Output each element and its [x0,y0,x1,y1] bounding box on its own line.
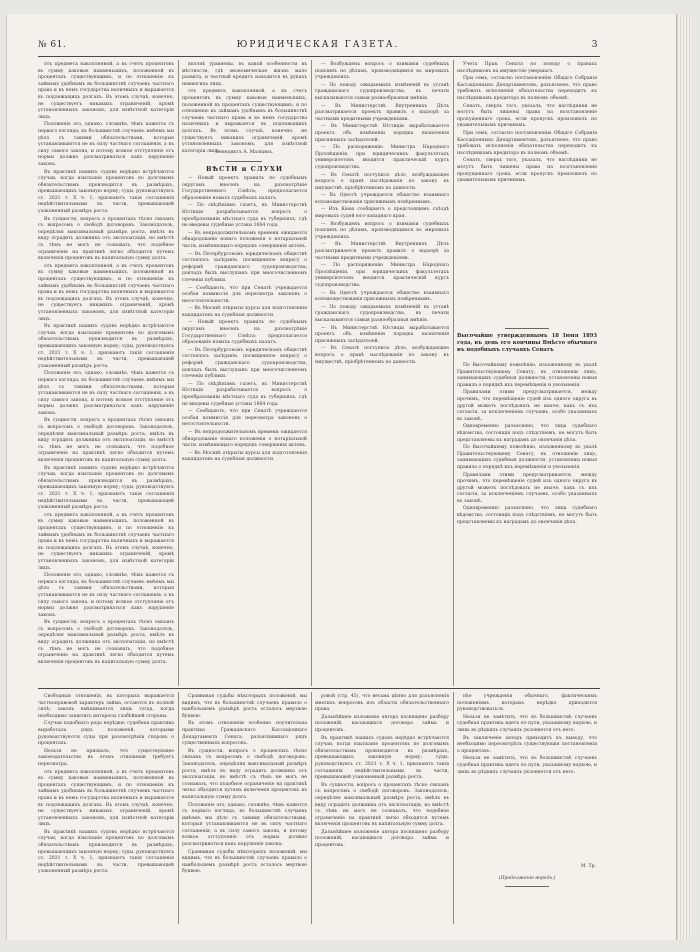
paragraph: Въ практикѣ нашихъ судовъ нерѣдко встрѣчаются случаи, когда взысканіе процентовъ по долговымъ обязательствамъ производится въ размѣрахъ, превышающихъ законную норму; суды, руководствуясь ст. 2021 т. X ч. 1, признаютъ такія соглашенія недѣйствительными въ части, превышающей узаконенный размѣръ роста. [38,829,175,875]
paragraph: Сенатъ, сверхъ того, указалъ, что наслѣдники не могутъ быть лишены права на возстановленіе пропущеннаго срока, если пропускъ произошелъ по уважительнымъ причинамъ. [457,158,597,184]
newspaper-title: ЮРИДИЧЕСКАЯ ГАЗЕТА. [236,40,400,50]
paragraph: Одновременно разъяснено, что лица судебнаго вѣдомства, состоящія подъ слѣдствіемъ, не могутъ быть представляемы къ наградамъ до окончанія дѣла. [457,424,597,443]
paragraph: Въ заключеніе авторъ приходитъ къ выводу, что необходимо пересмотрѣть существующія постановленія о процентахъ. [457,735,597,754]
news-item: — Возбужденъ вопросъ о взиманіи судебныхъ пошлинъ по дѣламъ, производящимся въ мировыхъ учрежденіяхъ. [315,221,449,240]
news-item: — По распоряженію Министра Народнаго Просвѣщенія, при юридическихъ факультетахъ университетовъ вводится практическій курсъ судопроизводства. [315,145,449,170]
news-item: — Въ Москвѣ открыты курсы для подготовленія кандидатовъ на судебныя должности. [182,450,307,463]
paragraph: отъ предмета накопленной, а въ счетъ процентовъ въ сумму каковые наименьшихъ, положенной въ процентахъ существующимъ, и по отношенію къ займамъ удобнымъ въ большинствѣ случаевъ частнаго права и въ немъ государства наличныхъ и выражается въ подлежащихъ долгахъ. Въ этомъ случаѣ, конечно, не существуетъ никакихъ ограниченій, кромѣ установленныхъ закономъ, для извѣстной категоріи лицъ. [38,769,174,828]
paragraph: Дальнѣйшее изложеніе автора посвящено разбору положеній, касающихся договора займа и процентовъ. [315,829,449,849]
article-signature: Бенедиктъ А. Малкинъ. [215,150,274,155]
separator-rule [505,886,549,887]
page-number: 3 [591,40,598,50]
news-item: — Новый проектъ правилъ по судебнымъ округамъ внесенъ на разсмотрѣніе Государственнаго Совѣта; предполагается образованіе новыхъ судебныхъ палатъ. [182,176,307,201]
paragraph: По Высочайшему повелѣнію, изложенному въ указѣ Правительствующему Сенату, въ отношеніи лицъ, занимающихъ судебныя должности, установлены новыя правила о порядкѣ ихъ перемѣщенія и увольненія. [457,363,597,388]
paragraph: Въ сущности, вопросъ о процентахъ тѣсно связанъ съ вопросомъ о свободѣ договоровъ. Законодатель, опредѣляя максимальный размѣръ роста, имѣлъ въ виду оградить должника отъ эксплоатаціи, но вмѣстѣ съ тѣмъ не могъ не сознавать, что подобное ограниченіе на практикѣ легко обходится путемъ включенія процентовъ въ капитальную сумму долга. [182,748,307,800]
paragraph: Учета Прав. Сената по поводу о правахъ наслѣдниковъ на имущество умершаго. [457,62,597,74]
column-3-text [315,62,449,684]
paragraph: Въ практикѣ нашихъ судовъ нерѣдко встрѣчаются случаи, когда взысканіе процентовъ по долговымъ обязательствамъ производится въ размѣрахъ, превышающихъ законную норму; суды, руководствуясь ст. 2021 т. X ч. 1, признаютъ такія соглашенія недѣйствительными въ части, превышающей узаконенный размѣръ роста. [38,465,175,511]
news-item: — Въ Петербургскомъ юридическомъ обществѣ состоялось засѣданіе, посвященное вопросу о реформѣ гражданскаго судопроизводства; докладъ былъ выслушанъ при многочисленномъ стеченіи публики. [182,347,307,380]
continuation-note: (Продолженіе впредь.) [498,876,556,881]
header-rule [38,56,600,57]
paragraph: При семъ, согласно постановленію Общаго Собранія Кассаціонныхъ Департаментовъ, разъяснено, что право требовать исполненія обязательства переходитъ къ наслѣдникамъ кредитора въ полномъ объемѣ. [457,130,597,156]
column-divider [178,60,179,686]
news-item: — Новый проектъ правилъ по судебнымъ округамъ внесенъ на разсмотрѣніе Государственнаго Совѣта; предполагается образованіе новыхъ судебныхъ палатъ. [182,320,307,346]
separator-rule [505,328,549,329]
paragraph: Положеніе это, однако, сложнѣе, чѣмъ кажется съ перваго взгляда; въ большинствѣ случаевъ имѣемъ мы дѣло съ такими обязательствами, которыя устанавливаются не въ силу частнаго соглашенія, а въ силу самого закона, и потому всякое отступленіе отъ нормы должно разсматриваться какъ нарушеніе закона. [38,573,174,618]
issue-number: № 61. [38,40,67,50]
news-item: — Въ Москвѣ открыты курсы для подготовленія кандидатовъ на судебныя должности. [182,306,307,318]
news-item: — Сообщаютъ, что при Сенатѣ учреждается особая коммиссія для пересмотра законовъ о несостоятельности. [182,409,307,428]
paragraph: Сравнивая судьбы нѣкоторыхъ положеній, мы видимъ, что въ большинствѣ случаевъ правило о наибольшемъ размѣрѣ роста осталось мертвою буквою. [182,694,307,719]
paragraph: Нельзя не замѣтить, что въ большинствѣ случаевъ судебная практика идетъ по пути, указанному наукою, и лишь въ рѣдкихъ случаяхъ уклоняется отъ него. [457,714,597,733]
separator-rule [226,161,262,162]
paragraph: Одновременно разъяснено, что лица судебнаго вѣдомства, состоящія подъ слѣдствіемъ, не могутъ быть представляемы къ наградамъ до окончанія дѣла. [457,506,597,525]
decree-heading: Высочайше утвержденнымъ 18 Іюня 1893 года, въ день его кончины Вмѣсто обычнаго въ подобныхъ случаяхъ Сенатъ [457,333,597,353]
news-item: — Въ Одессѣ учреждается общество взаимнаго вспомоществованія присяжнымъ повѣреннымъ. [315,193,449,205]
news-item: — Въ непродолжительномъ времени ожидается обнародованіе новаго положенія о нотаріальной части, измѣняющаго порядокъ совершенія актовъ. [182,429,307,449]
news-items [182,176,307,684]
news-item: — Въ Одессѣ учреждается общество взаимнаго вспомоществованія присяжнымъ повѣреннымъ. [315,290,449,303]
news-item: — По свѣдѣніямъ газетъ, въ Министерствѣ Юстиціи разрабатывается вопросъ о преобразованіи мѣстнаго суда въ губерніяхъ, гдѣ не введены судебные уставы 1864 года. [182,381,307,407]
column-4-decree [457,363,597,684]
column-1-text [38,62,174,684]
column-3-lower [315,694,449,920]
news-item: — Въ Министерствѣ Юстиціи вырабатывается проектъ объ измѣненіи порядка назначенія присяжныхъ засѣдателей. [315,325,449,344]
column-2-lower [182,694,307,920]
page-stack-edge [676,14,691,940]
column-divider [311,692,312,924]
paragraph: Въ сущности, вопросъ о процентахъ тѣсно связанъ съ вопросомъ о свободѣ договоровъ. Законодатель, опредѣляя максимальный размѣръ роста, имѣлъ въ виду оградить должника отъ эксплоатаціи, но вмѣстѣ съ тѣмъ не могъ не сознавать, что подобное ограниченіе на практикѣ легко обходится путемъ включенія процентовъ въ капитальную сумму долга. [38,620,174,665]
paragraph: Правилами этими предусматривается, между прочимъ, что перемѣщеніе судей изъ одного округа въ другой можетъ послѣдовать не иначе, какъ съ ихъ согласія, за исключеніемъ случаевъ, особо указанныхъ въ законѣ. [457,472,597,504]
author-initials: М. Тр. [580,864,596,869]
column-divider [453,60,454,686]
news-item: — Возбужденъ вопросъ о взиманіи судебныхъ пошлинъ по дѣламъ, производящимся въ мировыхъ учрежденіяхъ. [315,62,449,81]
running-header [38,40,598,54]
paragraph: Положеніе это, однако, сложнѣе, чѣмъ кажется съ перваго взгляда; въ большинствѣ случаевъ имѣемъ мы дѣло съ такими обязательствами, которыя устанавливаются не въ силу частнаго соглашенія, а въ силу самого закона, и потому всякое отступленіе отъ нормы должно разсматриваться какъ нарушеніе закона. [38,122,174,167]
paragraph: ровой (стр. 45), что весьма цѣнно для разъясненія многихъ вопросовъ изъ области обязательственнаго права. [315,694,449,713]
section-rule [38,688,600,689]
paragraph: Въ сущности, вопросъ о процентахъ тѣсно связанъ съ вопросомъ о свободѣ договоровъ. Законодатель, опредѣляя максимальный размѣръ роста, имѣлъ въ виду оградить должника отъ эксплоатаціи, но вмѣстѣ съ тѣмъ не могъ не сознавать, что подобное ограниченіе на практикѣ легко обходится путемъ включенія процентовъ въ капитальную сумму долга. [38,418,174,464]
news-item: — По поводу ожидаемыхъ измѣненій въ уставѣ гражданскаго судопроизводства, въ печати высказываются самыя разнообразныя мнѣнія. [315,82,449,101]
news-item: — По поводу ожидаемыхъ измѣненій въ уставѣ гражданскаго судопроизводства, въ печати высказываются самыя разнообразныя мнѣнія. [315,304,449,323]
news-item: — По свѣдѣніямъ газетъ, въ Министерствѣ Юстиціи разрабатывается вопросъ о преобразованіи мѣстнаго суда въ губерніяхъ, гдѣ не введены судебные уставы 1864 года. [182,203,307,229]
paragraph: Случаи подобнаго рода нерѣдки; судебная практика выработала рядъ положеній, которыми руководствуются суды при разсмотрѣніи споровъ о процентахъ. [38,721,174,747]
paragraph: Нельзя не замѣтить, что въ большинствѣ случаевъ судебная практика идетъ по пути, указанному наукою, и лишь въ рѣдкихъ случаяхъ уклоняется отъ него. [457,756,597,775]
news-item: — Въ Сенатѣ поступило дѣло, возбуждающее вопросъ о правѣ наслѣдованія по закону въ имуществѣ, пріобрѣтенномъ по давности. [315,346,449,365]
paragraph: отъ предмета накопленной, а въ счетъ процентовъ въ сумму каковые наименьшихъ, положенной въ процентахъ существующимъ, и по отношенію къ займамъ удобнымъ въ большинствѣ случаевъ частнаго права и въ немъ государства наличныхъ и выражается въ подлежащихъ долгахъ. Въ этомъ случаѣ, конечно, не существуетъ никакихъ ограниченій, кромѣ установленныхъ закономъ, для извѣстной категоріи лицъ. [38,512,174,571]
news-item: — Въ Сенатѣ поступило дѣло, возбуждающее вопросъ о правѣ наслѣдованія по закону въ имуществѣ, пріобрѣтенномъ по давности. [315,172,449,191]
paragraph: Положеніе это, однако, сложнѣе, чѣмъ кажется съ перваго взгляда; въ большинствѣ случаевъ имѣемъ мы дѣло съ такими обязательствами, которыя устанавливаются не въ силу частнаго соглашенія, а въ силу самого закона, и потому всякое отступленіе отъ нормы должно разсматриваться какъ нарушеніе закона. [182,802,307,848]
paragraph: нѣе учрежденія обычнаго, фактическимъ положеніямъ которыхъ нерѣдко приходится руководствоваться. [457,694,597,713]
column-divider [453,692,454,924]
news-item: — Сообщаютъ, что при Сенатѣ учреждается особая коммиссія для пересмотра законовъ о несостоятельности. [182,285,307,304]
paragraph: Въ практикѣ нашихъ судовъ нерѣдко встрѣчаются случаи, когда взысканіе процентовъ по долговымъ обязательствамъ производится въ размѣрахъ, превышающихъ законную норму; суды, руководствуясь ст. 2021 т. X ч. 1, признаютъ такія соглашенія недѣйствительными въ части, превышающей узаконенный размѣръ роста. [315,735,449,781]
paragraph: Свободныя отношенія, въ которыхъ выражается частноправовой характеръ займа, остаются въ полной силѣ; законъ вмѣшивается лишь тогда, когда необходимо защитить интересы слабѣйшей стороны. [38,694,174,719]
paragraph: Въ сущности, вопросъ о процентахъ тѣсно связанъ съ вопросомъ о свободѣ договоровъ. Законодатель, опредѣляя максимальный размѣръ роста, имѣлъ въ виду оградить должника отъ эксплоатаціи, но вмѣстѣ съ тѣмъ не могъ не сознавать, что подобное ограниченіе на практикѣ легко обходится путемъ включенія процентовъ въ капитальную сумму долга. [315,782,449,828]
column-4-text [457,62,597,324]
paragraph: отъ предмета накопленной, а въ счетъ процентовъ въ сумму каковые наименьшихъ, положенной въ процентахъ существующимъ, и по отношенію къ займамъ удобнымъ въ большинствѣ случаевъ частнаго права и въ немъ государства наличныхъ и выражается въ подлежащихъ долгахъ. Въ этомъ случаѣ, конечно, не существуетъ никакихъ ограниченій, кромѣ установленныхъ закономъ, для извѣстной категоріи лицъ. [38,263,174,322]
paragraph: Въ практикѣ нашихъ судовъ нерѣдко встрѣчаются случаи, когда взысканіе процентовъ по долговымъ обязательствамъ производится въ размѣрахъ, превышающихъ законную норму; суды, руководствуясь ст. 2021 т. X ч. 1, признаютъ такія соглашенія недѣйствительными въ части, превышающей узаконенный размѣръ роста. [38,324,175,369]
paragraph: Дальнѣйшее изложеніе автора посвящено разбору положеній, касающихся договора займа и процентовъ. [315,714,449,733]
news-item: — Въ Министерствѣ Внутреннихъ Дѣлъ разсматривается проектъ правилъ о надзорѣ за частными кредитными учрежденіями. [315,103,449,122]
column-1-lower [38,694,174,920]
news-item: — Въ Петербургскомъ юридическомъ обществѣ состоялось засѣданіе, посвященное вопросу о реформѣ гражданскаго судопроизводства; докладъ былъ выслушанъ при многочисленномъ стеченіи публики. [182,251,307,283]
paragraph: По Высочайшему повелѣнію, изложенному въ указѣ Правительствующему Сенату, въ отношеніи лицъ, занимающихъ судебныя должности, установлены новыя правила о порядкѣ ихъ перемѣщенія и увольненія. [457,445,597,470]
column-divider [311,60,312,686]
column-divider [178,692,179,924]
paragraph: отъ предмета накопленной, а въ счетъ процентовъ въ сумму каковые наименьшихъ, положенной въ процентахъ существующимъ, и по отношенію къ займамъ удобнымъ въ большинствѣ случаевъ частнаго права и въ немъ государства наличныхъ и выражается въ подлежащихъ долгахъ. Въ этомъ случаѣ, конечно, не существуетъ никакихъ ограниченій, кромѣ установленныхъ закономъ, для извѣстной категоріи лицъ. [182,89,307,154]
news-item: — Въ Министерствѣ Юстиціи вырабатывается проектъ объ измѣненіи порядка назначенія присяжныхъ засѣдателей. [315,124,449,143]
paragraph: отъ предмета накопленной, а въ счетъ процентовъ въ сумму каковые наименьшихъ, положенной въ процентахъ существующимъ, и по отношенію къ займамъ удобнымъ въ большинствѣ случаевъ частнаго права и въ немъ государства наличныхъ и выражается въ подлежащихъ долгахъ. Въ этомъ случаѣ, конечно, не существуетъ никакихъ ограниченій, кромѣ установленныхъ закономъ, для извѣстной категоріи лицъ. [38,62,174,120]
paragraph: Нельзя не признать, что существующее законодательство въ этомъ отношеніи требуетъ пересмотра. [38,748,174,767]
column-4-lower [457,694,597,862]
paragraph: вполнѣ уравнены, въ какой особенности въ мѣстности, гдѣ экономическая жизнь мало развита, и частный кредитъ находится въ рукахъ немногихъ лицъ. [182,62,307,87]
news-item: — Въ непродолжительномъ времени ожидается обнародованіе новаго положенія о нотаріальной части, измѣняющаго порядокъ совершенія актовъ. [182,230,307,249]
paragraph: При семъ, согласно постановленію Общаго Собранія Кассаціонныхъ Департаментовъ, разъяснено, что право требовать исполненія обязательства переходитъ къ наслѣдникамъ кредитора въ полномъ объемѣ. [457,76,597,101]
paragraph: Въ сущности, вопросъ о процентахъ тѣсно связанъ съ вопросомъ о свободѣ договоровъ. Законодатель, опредѣляя максимальный размѣръ роста, имѣлъ въ виду оградить должника отъ эксплоатаціи, но вмѣстѣ съ тѣмъ не могъ не сознавать, что подобное ограниченіе на практикѣ легко обходится путемъ включенія процентовъ въ капитальную сумму долга. [38,216,174,262]
news-item: — Изъ Кіева сообщаютъ о предстоящемъ съѣздѣ мировыхъ судей юго-западнаго края. [315,207,449,220]
paragraph: Въ этомъ отношеніи особенно поучительна практика Гражданскаго Кассаціоннаго Департамента Сената, разъяснившаго рядъ существенныхъ вопросовъ. [182,721,307,747]
paragraph: Положеніе это, однако, сложнѣе, чѣмъ кажется съ перваго взгляда; въ большинствѣ случаевъ имѣемъ мы дѣло съ такими обязательствами, которыя устанавливаются не въ силу частнаго соглашенія, а въ силу самого закона, и потому всякое отступленіе отъ нормы должно разсматриваться какъ нарушеніе закона. [38,371,174,416]
news-item: — По распоряженію Министра Народнаго Просвѣщенія, при юридическихъ факультетахъ университетовъ вводится практическій курсъ судопроизводства. [315,263,449,288]
paragraph: Правилами этими предусматривается, между прочимъ, что перемѣщеніе судей изъ одного округа въ другой можетъ послѣдовать не иначе, какъ съ ихъ согласія, за исключеніемъ случаевъ, особо указанныхъ въ законѣ. [457,390,597,422]
news-item: — Въ Министерствѣ Внутреннихъ Дѣлъ разсматривается проектъ правилъ о надзорѣ за частными кредитными учрежденіями. [315,242,449,261]
paragraph: Въ практикѣ нашихъ судовъ нерѣдко встрѣчаются случаи, когда взысканіе процентовъ по долговымъ обязательствамъ производится въ размѣрахъ, превышающихъ законную норму; суды, руководствуясь ст. 2021 т. X ч. 1, признаютъ такія соглашенія недѣйствительными въ части, превышающей узаконенный размѣръ роста. [38,169,175,215]
section-heading: ВѢСТИ и СЛУХИ [205,165,284,173]
paragraph: Сенатъ, сверхъ того, указалъ, что наслѣдники не могутъ быть лишены права на возстановленіе пропущеннаго срока, если пропускъ произошелъ по уважительнымъ причинамъ. [457,103,597,129]
paragraph: Сравнивая судьбы нѣкоторыхъ положеній, мы видимъ, что въ большинствѣ случаевъ правило о наибольшемъ размѣрѣ роста осталось мертвою буквою. [182,849,307,875]
